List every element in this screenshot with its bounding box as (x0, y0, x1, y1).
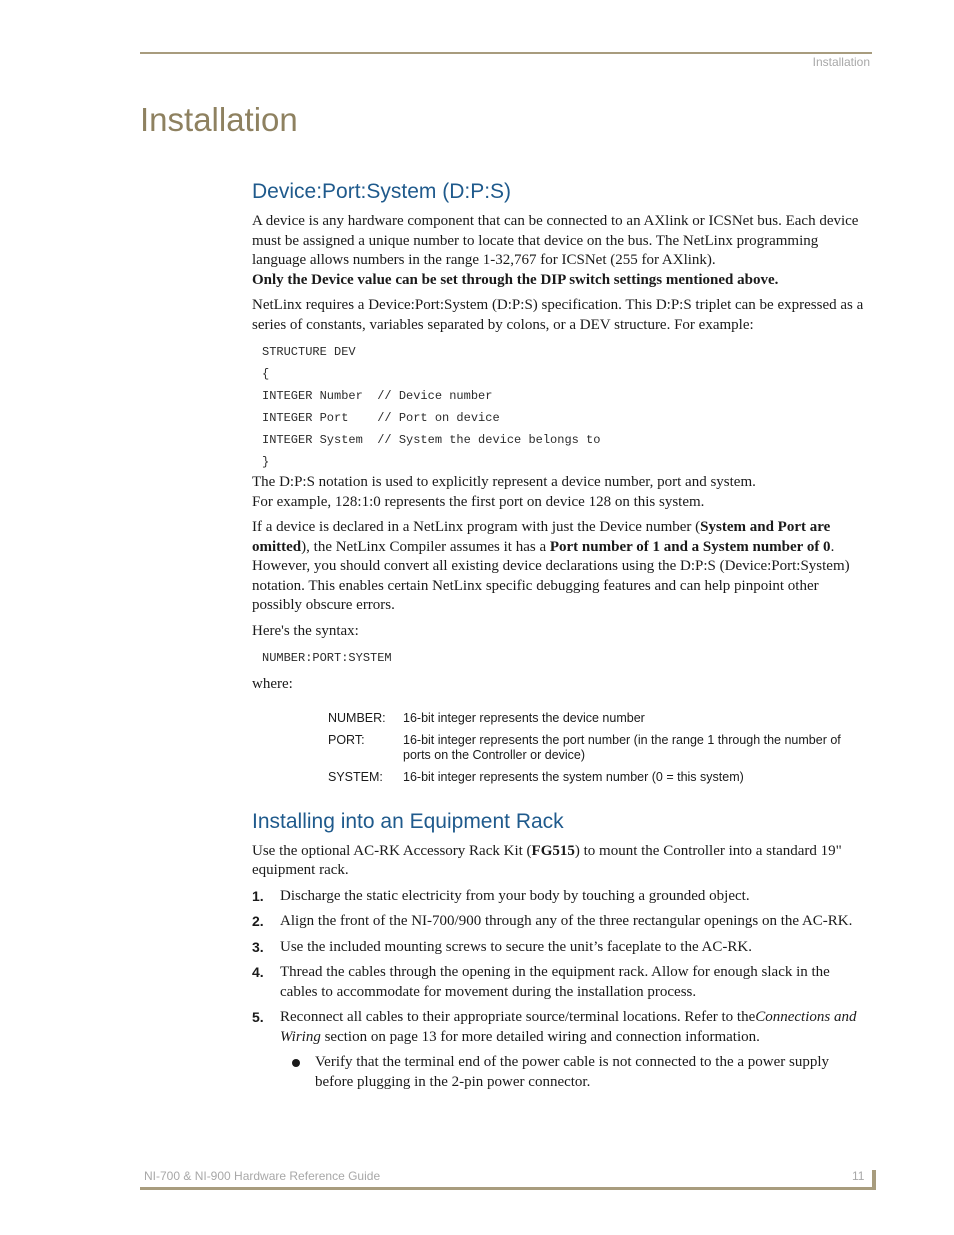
step-text: Thread the cables through the opening in the equipment rack. Allow for enough slack in the cables to accommodate for movement during the installation process. (280, 964, 830, 1000)
bullet-list (280, 1053, 870, 1092)
page-number: 11 (852, 1169, 865, 1183)
paragraph: NetLinx requires a Device:Port:System (D:P:S) specification. This D:P:S triplet can be expressed as a series of constants, variables separated by colons, or a DEV structure. For example: (252, 297, 864, 333)
paragraph-text: ) to mount the Controller into a standard 19" equipment rack. (252, 842, 842, 878)
code-line: INTEGER Number // Device number (262, 389, 493, 403)
paragraph: where: (252, 676, 293, 692)
definition-term: SYSTEM: (328, 769, 383, 784)
steps-list (252, 887, 870, 1093)
paragraph (252, 518, 870, 616)
list-item (252, 912, 870, 932)
list-item (252, 887, 870, 907)
step-text: section on page 13 for more detailed wiring and connection information. (320, 1028, 760, 1045)
definition-desc: 16-bit integer represents the device number (403, 710, 645, 725)
running-header: Installation (812, 55, 870, 69)
chapter-title: Installation (140, 101, 298, 138)
paragraph-text: The D:P:S notation is used to explicitly represent a device number, port and system. (252, 474, 756, 490)
header-rule (140, 52, 872, 54)
code-line: { (262, 367, 270, 381)
code-line: INTEGER System // System the device belongs to (262, 433, 601, 447)
paragraph (252, 212, 870, 290)
code-line: INTEGER Port // Port on device (262, 411, 500, 425)
list-item (252, 1008, 870, 1092)
step-number: 2. (252, 913, 264, 929)
definition-term: PORT: (328, 732, 365, 747)
definition-table (328, 711, 870, 792)
italic-reference: Connections and Wiring (280, 1009, 857, 1045)
footer-doc-title: NI-700 & NI-900 Hardware Reference Guide (144, 1169, 381, 1183)
step-number: 5. (252, 1009, 264, 1025)
paragraph-text: A device is any hardware component that can be connected to an AXlink or ICSNet bus. Each device must be assigned a unique number to locate that device on the bus. The NetLinx programming language allows numbers in the range 1-32,767 for ICSNet (255 for AXlink). (252, 213, 859, 268)
bold-text: System and Port are omitted (252, 519, 831, 555)
bold-note: Only the Device value can be set through the DIP switch settings mentioned above. (252, 271, 779, 288)
paragraph-text: . However, you should convert all existing device declarations using the D:P:S (Device:Port:System) notation. This enables certain NetLinx specific debugging features and can help pinpoint other possibly obscure errors. (252, 538, 850, 613)
step-number: 1. (252, 887, 264, 904)
definition-term: NUMBER: (328, 710, 386, 725)
list-item (252, 963, 870, 1002)
bullet-item (280, 1053, 870, 1092)
step-number: 3. (252, 938, 264, 955)
definition-row (328, 770, 870, 792)
section-heading-rack: Installing into an Equipment Rack (252, 809, 564, 833)
bold-text: Port number of 1 and a System number of 0 (549, 538, 831, 555)
code-line: } (262, 455, 270, 469)
paragraph: Here's the syntax: (252, 622, 359, 639)
paragraph-text: For example, 128:1:0 represents the first port on device 128 on this system. (252, 493, 705, 510)
paragraph (252, 842, 870, 881)
step-text: Use the included mounting screws to secure the unit’s faceplate to the AC-RK. (280, 938, 752, 955)
step-text: Discharge the static electricity from your body by touching a grounded object. (280, 887, 750, 904)
definition-desc: 16-bit integer represents the port number (in the range 1 through the number of ports on the Controller or device) (403, 732, 841, 762)
page-content (252, 178, 870, 1098)
list-item (252, 938, 870, 958)
definition-row (328, 711, 870, 733)
paragraph-text: Use the optional AC-RK Accessory Rack Kit ( (252, 842, 532, 859)
definition-row (328, 733, 870, 770)
code-line: STRUCTURE DEV (262, 345, 356, 359)
paragraph (252, 473, 870, 512)
step-number: 4. (252, 964, 264, 980)
bullet-text: Verify that the terminal end of the power cable is not connected to the a power supply before plugging in the 2-pin power connector. (315, 1054, 829, 1090)
syntax-code: NUMBER:PORT:SYSTEM (262, 651, 392, 665)
bullet-dot-icon (292, 1059, 300, 1067)
footer-rule (140, 1187, 876, 1190)
code-block (252, 341, 870, 473)
step-text: Align the front of the NI-700/900 through any of the three rectangular openings on the AC-RK. (280, 913, 853, 929)
step-text: Reconnect all cables to their appropriate source/terminal locations. Refer to the (280, 1009, 756, 1025)
paragraph-text: ), the NetLinx Compiler assumes it has a (301, 538, 550, 555)
section-heading-dps: Device:Port:System (D:P:S) (252, 180, 512, 203)
definition-desc: 16-bit integer represents the system number (0 = this system) (403, 769, 744, 784)
paragraph-text: If a device is declared in a NetLinx program with just the Device number ( (252, 519, 701, 535)
bold-text: FG515 (531, 842, 575, 859)
